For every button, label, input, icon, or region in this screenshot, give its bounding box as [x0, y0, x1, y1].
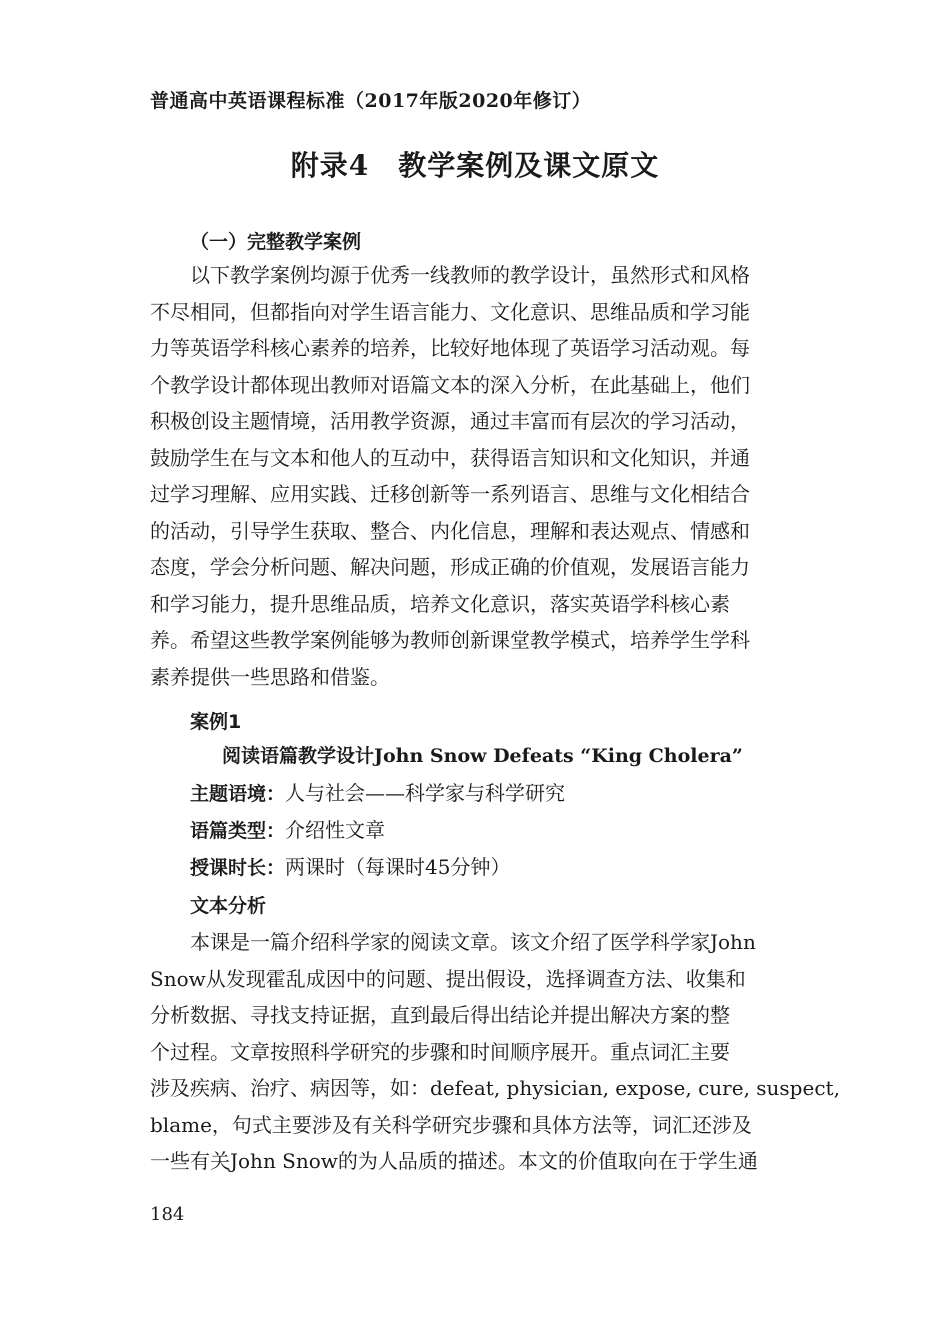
- running-header: 普通高中英语课程标准（2017年版2020年修订）: [150, 90, 592, 112]
- paragraph-line: 素养提供一些思路和借鉴。: [150, 664, 390, 689]
- paragraph-line: 的活动，引导学生获取、整合、内化信息，理解和表达观点、情感和: [150, 518, 750, 543]
- case-title: 阅读语篇教学设计John Snow Defeats “King Cholera”: [222, 745, 743, 767]
- info-key: 授课时长：: [190, 857, 286, 879]
- info-value: 两课时（每课时45分钟）: [285, 855, 511, 879]
- paragraph-line: 鼓励学生在与文本和他人的互动中，获得语言知识和文化知识，并通: [150, 445, 750, 470]
- info-value: 介绍性文章: [285, 818, 386, 842]
- paragraph-line: 个过程。文章按照科学研究的步骤和时间顺序展开。重点词汇主要: [150, 1039, 730, 1064]
- paragraph-line: 涉及疾病、治疗、病因等，如：defeat, physician, expose, cure, suspect,: [150, 1076, 840, 1100]
- case-label: 案例1: [190, 711, 242, 733]
- info-text-type: [190, 814, 385, 843]
- paragraph-line: 个教学设计都体现出教师对语篇文本的深入分析，在此基础上，他们: [150, 372, 750, 397]
- info-key: 语篇类型：: [190, 820, 286, 842]
- paragraph-line: 养。希望这些教学案例能够为教师创新课堂教学模式，培养学生学科: [150, 628, 750, 652]
- paragraph-line: 一些有关John Snow的为人品质的描述。本文的价值取向在于学生通: [150, 1149, 758, 1173]
- paragraph-line: 态度，学会分析问题、解决问题，形成正确的价值观，发展语言能力: [150, 555, 750, 579]
- paragraph-line: 积极创设主题情境，活用教学资源，通过丰富而有层次的学习活动，: [150, 409, 750, 433]
- info-duration: [190, 851, 510, 880]
- paragraph-line: 以下教学案例均源于优秀一线教师的教学设计，虽然形式和风格: [190, 263, 750, 287]
- info-theme-context: [190, 777, 565, 806]
- paragraph-line: 分析数据、寻找支持证据，直到最后得出结论并提出解决方案的整: [150, 1003, 730, 1027]
- page-number: 184: [150, 1204, 185, 1225]
- section-heading: （一）完整教学案例: [190, 231, 362, 253]
- analysis-paragraph: [150, 924, 840, 1180]
- paragraph-line: 不尽相同，但都指向对学生语言能力、文化意识、思维品质和学习能: [150, 299, 750, 324]
- info-value: 人与社会——科学家与科学研究: [285, 781, 566, 805]
- paragraph-line: blame，句式主要涉及有关科学研究步骤和具体方法等，词汇还涉及: [150, 1112, 752, 1137]
- intro-paragraph: [150, 257, 815, 695]
- info-key: 主题语境：: [190, 783, 286, 805]
- appendix-title: 附录4 教学案例及课文原文: [290, 149, 660, 182]
- paragraph-line: 力等英语学科核心素养的培养，比较好地体现了英语学习活动观。每: [150, 336, 750, 360]
- paragraph-line: 和学习能力，提升思维品质，培养文化意识，落实英语学科核心素: [150, 591, 730, 616]
- text-analysis-heading: 文本分析: [190, 895, 267, 917]
- paragraph-line: 过学习理解、应用实践、迁移创新等一系列语言、思维与文化相结合: [150, 482, 750, 506]
- paragraph-line: 本课是一篇介绍科学家的阅读文章。该文介绍了医学科学家John: [190, 930, 756, 954]
- paragraph-line: Snow从发现霍乱成因中的问题、提出假设，选择调查方法、收集和: [150, 966, 746, 991]
